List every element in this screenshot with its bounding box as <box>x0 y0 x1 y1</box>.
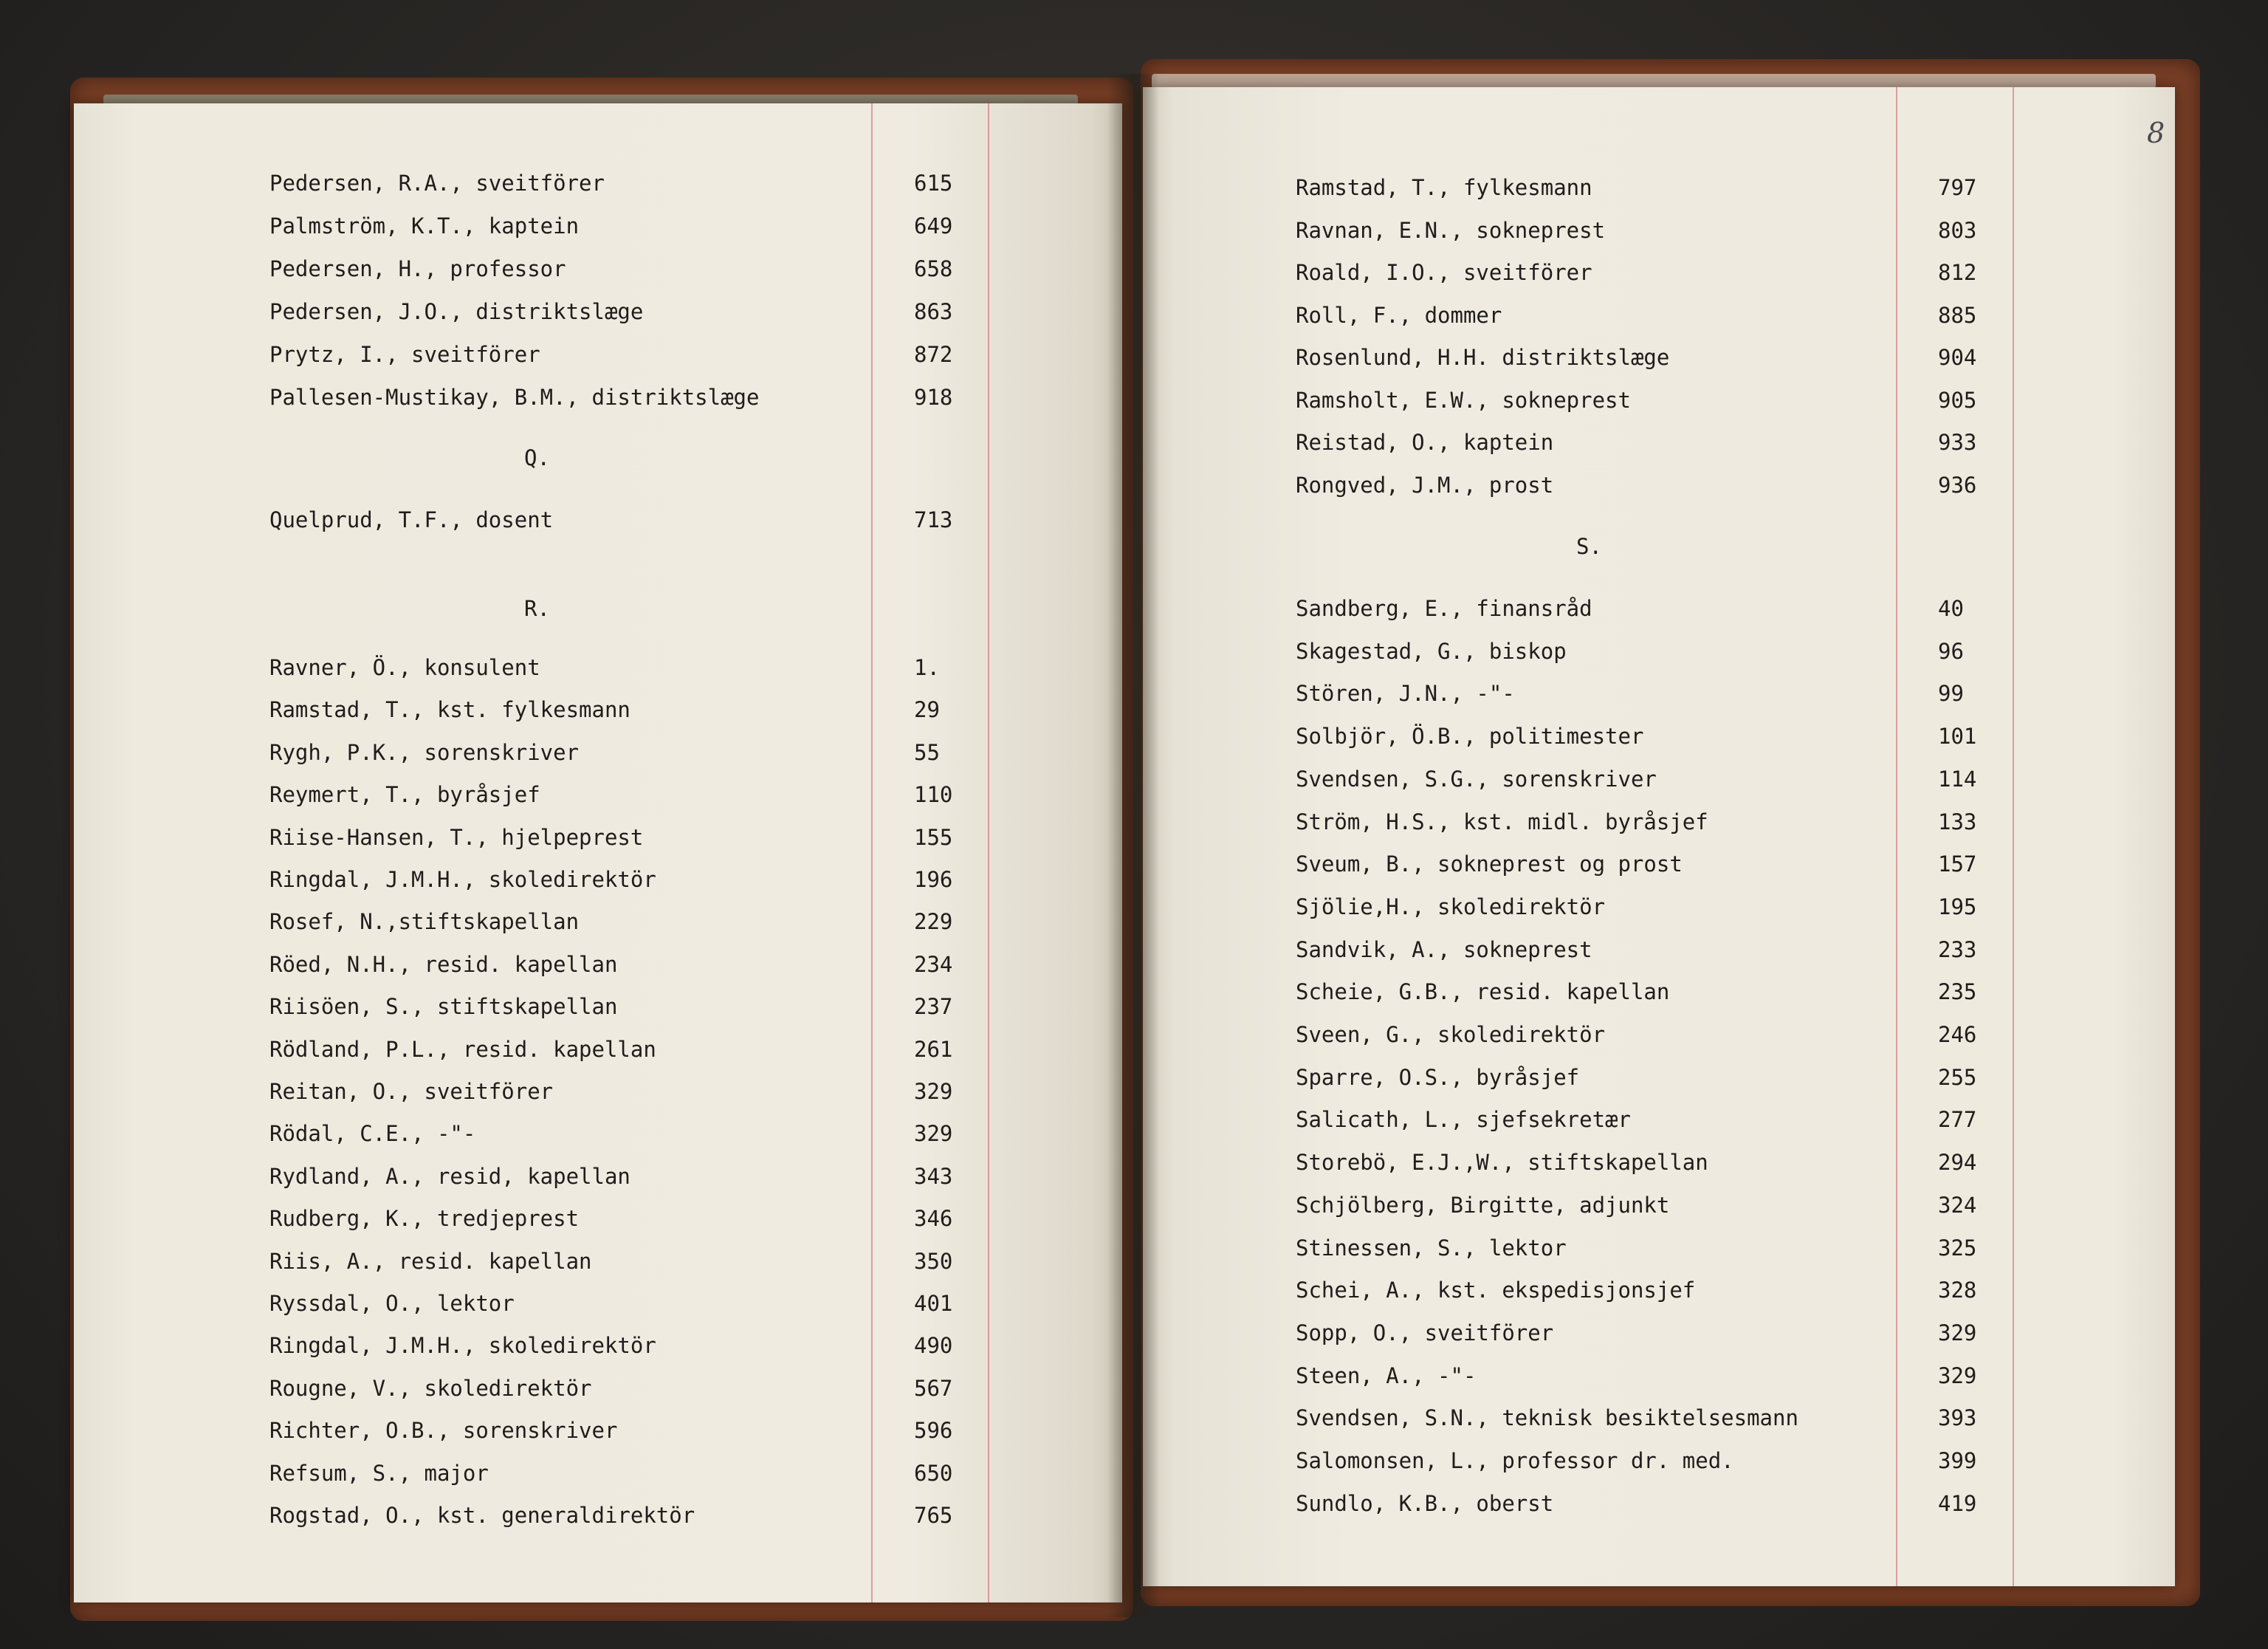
entry-page-number: 803 <box>1938 217 1977 243</box>
entry-name: Ström, H.S., kst. midl. byråsjef <box>1296 809 1708 834</box>
entry-page-number: 649 <box>914 213 953 239</box>
entry-page-number: 229 <box>914 909 953 935</box>
section-letter-s: S. <box>1576 534 1602 559</box>
entry-name: Ringdal, J.M.H., skoledirektör <box>269 867 656 892</box>
index-entry <box>1296 933 2182 966</box>
index-entry <box>1296 384 2182 416</box>
entry-page-number: 96 <box>1938 638 1964 664</box>
entry-name: Rudberg, K., tredjeprest <box>269 1206 580 1232</box>
entry-page-number: 329 <box>1938 1362 1977 1388</box>
index-entry <box>269 1033 1155 1066</box>
index-entry <box>1296 1317 2182 1349</box>
entry-page-number: 261 <box>914 1036 953 1062</box>
index-entry <box>1296 469 2182 501</box>
entry-page-number: 233 <box>1938 936 1977 962</box>
entry-name: Reistad, O., kaptein <box>1296 430 1554 455</box>
entry-name: Svendsen, S.G., sorenskriver <box>1296 766 1657 792</box>
index-entry <box>1296 1103 2182 1136</box>
entry-page-number: 713 <box>914 507 953 532</box>
entry-page-number: 324 <box>1938 1192 1977 1218</box>
entry-page-number: 40 <box>1938 596 1964 621</box>
entry-name: Storebö, E.J.,W., stiftskapellan <box>1296 1150 1708 1176</box>
entry-page-number: 196 <box>914 867 953 892</box>
index-entry <box>1296 341 2182 374</box>
index-entry <box>1296 256 2182 289</box>
entry-name: Svendsen, S.N., teknisk besiktelsesmann <box>1296 1405 1798 1431</box>
index-entry <box>269 167 1155 199</box>
entry-page-number: 235 <box>1938 979 1977 1005</box>
entry-page-number: 812 <box>1938 260 1977 285</box>
entry-name: Ramstad, T., fylkesmann <box>1296 175 1592 200</box>
index-entry <box>269 821 1155 854</box>
entry-page-number: 157 <box>1938 851 1977 877</box>
entry-name: Sparre, O.S., byråsjef <box>1296 1064 1580 1090</box>
entry-page-number: 294 <box>1938 1150 1977 1176</box>
entry-name: Rödal, C.E., -"- <box>269 1121 476 1147</box>
index-entry <box>1296 891 2182 923</box>
entry-name: Refsum, S., major <box>269 1460 489 1486</box>
page-number: 8 <box>2147 117 2165 149</box>
entry-name: Ravnan, E.N., sokneprest <box>1296 217 1606 243</box>
entry-page-number: 29 <box>914 697 940 723</box>
index-entry <box>269 1117 1155 1150</box>
index-entry <box>1296 1487 2182 1520</box>
entry-name: Rödland, P.L., resid. kapellan <box>269 1036 656 1062</box>
entry-name: Rosenlund, H.H. distriktslæge <box>1296 345 1670 370</box>
index-entry <box>269 1245 1155 1278</box>
entry-name: Pallesen-Mustikay, B.M., distriktslæge <box>269 385 760 410</box>
index-entry <box>1296 1360 2182 1392</box>
entry-name: Salicath, L., sjefsekretær <box>1296 1107 1631 1133</box>
index-entry <box>269 1499 1155 1532</box>
entry-page-number: 328 <box>1938 1278 1977 1303</box>
index-entry <box>1296 848 2182 880</box>
index-entry <box>269 381 1155 414</box>
index-entry <box>269 693 1155 726</box>
index-entry <box>269 1414 1155 1447</box>
entry-page-number: 55 <box>914 739 940 765</box>
entry-page-number: 863 <box>914 299 953 324</box>
entry-name: Palmström, K.T., kaptein <box>269 213 580 239</box>
entry-page-number: 255 <box>1938 1064 1977 1090</box>
entry-page-number: 343 <box>914 1163 953 1189</box>
entry-name: Riisöen, S., stiftskapellan <box>269 994 618 1020</box>
entry-name: Sveen, G., skoledirektör <box>1296 1022 1606 1047</box>
entry-page-number: 399 <box>1938 1448 1977 1473</box>
entry-page-number: 237 <box>914 994 953 1020</box>
entry-name: Rougne, V., skoledirektör <box>269 1375 592 1401</box>
entry-name: Prytz, I., sveitförer <box>269 342 540 367</box>
entry-name: Rogstad, O., kst. generaldirektör <box>269 1503 695 1528</box>
index-entry <box>1296 1061 2182 1094</box>
index-entry <box>269 948 1155 981</box>
entry-name: Sandvik, A., sokneprest <box>1296 936 1592 962</box>
index-entry <box>269 905 1155 938</box>
entry-page-number: 101 <box>1938 724 1977 750</box>
entry-page-number: 658 <box>914 256 953 281</box>
entry-name: Rosef, N.,stiftskapellan <box>269 909 580 935</box>
entry-page-number: 936 <box>1938 472 1977 498</box>
entry-name: Ramstad, T., kst. fylkesmann <box>269 697 630 723</box>
entry-name: Riise-Hansen, T., hjelpeprest <box>269 824 644 850</box>
entry-name: Roll, F., dommer <box>1296 302 1502 328</box>
index-entry <box>1296 976 2182 1008</box>
index-entry <box>1296 720 2182 752</box>
entry-name: Pedersen, R.A., sveitförer <box>269 171 605 196</box>
index-entry <box>269 210 1155 242</box>
entry-name: Scheie, G.B., resid. kapellan <box>1296 979 1670 1005</box>
entry-page-number: 885 <box>1938 302 1977 328</box>
entry-page-number: 246 <box>1938 1022 1977 1047</box>
index-entry <box>269 504 1155 536</box>
index-entry <box>1296 1232 2182 1264</box>
index-entry <box>269 338 1155 371</box>
entry-page-number: 615 <box>914 171 953 196</box>
entry-name: Reitan, O., sveitförer <box>269 1079 554 1104</box>
entry-page-number: 904 <box>1938 345 1977 370</box>
entry-name: Solbjör, Ö.B., politimester <box>1296 724 1644 750</box>
entry-page-number: 346 <box>914 1206 953 1232</box>
entry-name: Roald, I.O., sveitförer <box>1296 260 1592 285</box>
index-entry <box>1296 1018 2182 1051</box>
index-entry <box>1296 677 2182 710</box>
entry-name: Rydland, A., resid, kapellan <box>269 1163 630 1189</box>
entry-name: Sveum, B., sokneprest og prost <box>1296 851 1683 877</box>
entry-page-number: 567 <box>914 1375 953 1401</box>
entry-name: Sandberg, E., finansråd <box>1296 596 1592 621</box>
index-entry <box>269 1160 1155 1193</box>
index-entry <box>1296 1146 2182 1179</box>
index-entry <box>269 1202 1155 1235</box>
entry-page-number: 329 <box>914 1121 953 1147</box>
entry-page-number: 133 <box>1938 809 1977 834</box>
entry-name: Reymert, T., byråsjef <box>269 782 540 808</box>
index-entry <box>269 1372 1155 1405</box>
entry-name: Rygh, P.K., sorenskriver <box>269 739 580 765</box>
entry-page-number: 905 <box>1938 387 1977 413</box>
entry-page-number: 325 <box>1938 1235 1977 1261</box>
index-entry <box>1296 592 2182 625</box>
entry-page-number: 933 <box>1938 430 1977 455</box>
index-entry <box>269 1329 1155 1362</box>
index-entry <box>269 736 1155 769</box>
index-entry <box>269 295 1155 328</box>
entry-name: Steen, A., -"- <box>1296 1362 1477 1388</box>
entry-name: Stören, J.N., -"- <box>1296 681 1515 707</box>
entry-name: Ringdal, J.M.H., skoledirektör <box>269 1333 656 1359</box>
entry-page-number: 195 <box>1938 894 1977 919</box>
entry-page-number: 99 <box>1938 681 1964 707</box>
entry-page-number: 110 <box>914 782 953 808</box>
index-entry <box>1296 426 2182 459</box>
entry-page-number: 918 <box>914 385 953 410</box>
entry-name: Pedersen, J.O., distriktslæge <box>269 299 644 324</box>
entry-page-number: 277 <box>1938 1107 1977 1133</box>
entry-name: Ravner, Ö., konsulent <box>269 655 540 680</box>
index-entry <box>1296 635 2182 668</box>
entry-name: Ramsholt, E.W., sokneprest <box>1296 387 1631 413</box>
entry-page-number: 401 <box>914 1291 953 1316</box>
entry-name: Schjölberg, Birgitte, adjunkt <box>1296 1192 1670 1218</box>
entry-name: Richter, O.B., sorenskriver <box>269 1418 618 1444</box>
section-letter-q: Q. <box>524 445 550 470</box>
entry-page-number: 155 <box>914 824 953 850</box>
index-entry <box>1296 299 2182 332</box>
entry-page-number: 765 <box>914 1503 953 1528</box>
entry-page-number: 329 <box>914 1079 953 1104</box>
entry-page-number: 234 <box>914 951 953 977</box>
index-entry <box>1296 1444 2182 1477</box>
entry-name: Ryssdal, O., lektor <box>269 1291 515 1316</box>
entry-page-number: 329 <box>1938 1320 1977 1345</box>
section-letter-r: R. <box>524 596 550 621</box>
entry-page-number: 114 <box>1938 766 1977 792</box>
entry-name: Sundlo, K.B., oberst <box>1296 1490 1554 1516</box>
index-entry <box>269 1287 1155 1320</box>
entry-name: Quelprud, T.F., dosent <box>269 507 554 532</box>
index-entry <box>269 253 1155 285</box>
entry-page-number: 596 <box>914 1418 953 1444</box>
entry-page-number: 490 <box>914 1333 953 1359</box>
entry-page-number: 419 <box>1938 1490 1977 1516</box>
index-entry <box>1296 1274 2182 1306</box>
entry-page-number: 797 <box>1938 175 1977 200</box>
entry-name: Salomonsen, L., professor dr. med. <box>1296 1448 1734 1473</box>
index-entry <box>1296 1402 2182 1434</box>
entry-name: Schei, A., kst. ekspedisjonsjef <box>1296 1278 1696 1303</box>
entry-page-number: 393 <box>1938 1405 1977 1431</box>
entry-page-number: 1. <box>914 655 940 680</box>
index-entry <box>1296 214 2182 247</box>
entry-name: Sopp, O., sveitförer <box>1296 1320 1554 1345</box>
index-entry <box>269 651 1155 684</box>
entry-name: Röed, N.H., resid. kapellan <box>269 951 618 977</box>
entry-name: Rongved, J.M., prost <box>1296 472 1554 498</box>
entry-name: Riis, A., resid. kapellan <box>269 1248 592 1274</box>
index-entry <box>269 1075 1155 1108</box>
page-edge-strip <box>1152 74 2156 89</box>
index-entry <box>269 863 1155 896</box>
index-entry <box>1296 806 2182 838</box>
index-entry <box>269 1457 1155 1489</box>
entry-name: Sjölie,H., skoledirektör <box>1296 894 1606 919</box>
entry-name: Pedersen, H., professor <box>269 256 566 281</box>
index-entry <box>1296 763 2182 795</box>
entry-name: Stinessen, S., lektor <box>1296 1235 1567 1261</box>
index-entry <box>269 990 1155 1023</box>
index-entry <box>1296 1189 2182 1221</box>
entry-page-number: 872 <box>914 342 953 367</box>
entry-name: Skagestad, G., biskop <box>1296 638 1567 664</box>
entry-page-number: 650 <box>914 1460 953 1486</box>
index-entry <box>1296 171 2182 204</box>
index-entry <box>269 778 1155 811</box>
entry-page-number: 350 <box>914 1248 953 1274</box>
